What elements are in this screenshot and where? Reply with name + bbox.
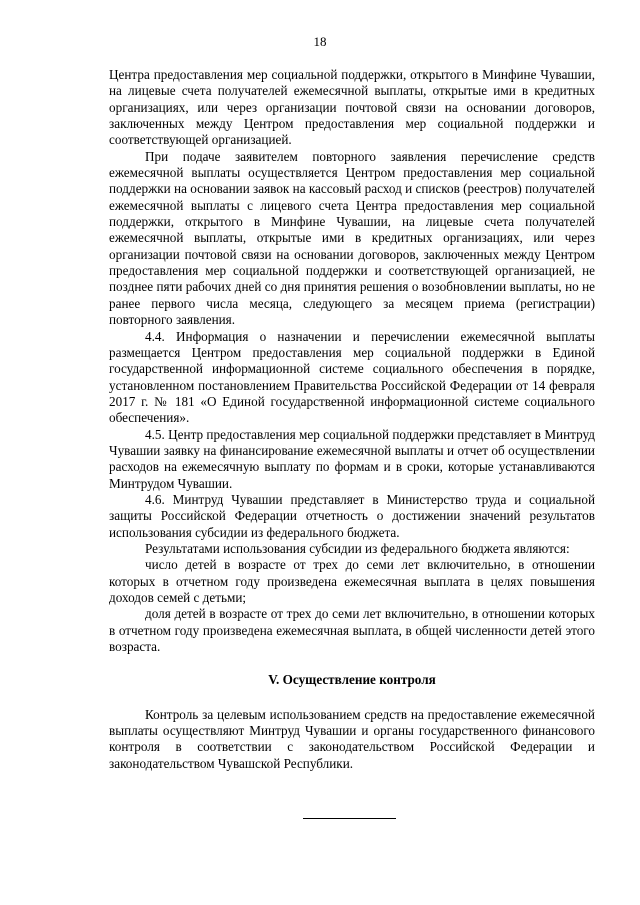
paragraph-4-5: 4.5. Центр предоставления мер социальной поддержки представляет в Минтруд Чувашии заявку на финансирование ежемесячной выплаты и отчет об осуществлении расходов на ежемесячную выплату по формам и в сроки, которые устанавливаются Минтрудом Чувашии. — [109, 426, 595, 491]
section-title-control: V. Осуществление контроля — [268, 672, 436, 688]
paragraph-repeat-application: При подаче заявителем повторного заявления перечисление средств ежемесячной выплаты осуществляется Центром предоставления мер социальной поддержки на основании заявок на кассовый расход и списков (реестров) получателей ежемесячной выплаты с лицевого счета Центра предоставления мер социальной поддержки, открытого в Минфине Чувашии, на лицевые счета получателей ежемесячной выплаты, открытые ими в кредитных организациях, или через организации почтовой связи на основании договоров, заключенных между Центром предоставления мер социальной поддержки и соответствующей организацией, не позднее пяти рабочих дней со дня принятия решения о возобновлении выплаты, но не ранее первого числа месяца, следующего за месяцем приема (регистрации) повторного заявления. — [109, 148, 595, 328]
paragraph-4-6: 4.6. Минтруд Чувашии представляет в Министерство труда и социальной защиты Российской Федерации отчетность о достижении значений результатов использования субсидии из федерального бюджета. — [109, 491, 595, 540]
paragraph-result-share: доля детей в возрасте от трех до семи лет включительно, в отношении которых в отчетном году произведена ежемесячная выплата, в общей численности детей этого возраста. — [109, 606, 595, 655]
paragraph-control: Контроль за целевым использованием средств на предоставление ежемесячной выплаты осуществляют Минтруд Чувашии и органы государственного финансового контроля в соответствии с законодательством Российской Федерации и законодательством Чувашской Республики. — [109, 706, 595, 771]
paragraph-4-4: 4.4. Информация о назначении и перечислении ежемесячной выплаты размещается Центром предоставления мер социальной поддержки в Единой государственной информационной системе социального обеспечения в порядке, установленном постановлением Правительства Российской Федерации от 14 февраля 2017 г. № 181 «О Единой государственной информационной системе социального обеспечения». — [109, 328, 595, 426]
page-number: 18 — [313, 34, 327, 49]
document-body — [109, 67, 595, 772]
footer-separator-line — [303, 818, 396, 819]
paragraph-result-count: число детей в возрасте от трех до семи лет включительно, в отношении которых в отчетном году произведена ежемесячная выплата в целях повышения доходов семей с детьми; — [109, 557, 595, 605]
paragraph-results-intro: Результатами использования субсидии из федерального бюджета являются: — [145, 540, 570, 556]
paragraph-continuation: Центра предоставления мер социальной поддержки, открытого в Минфине Чувашии, на лицевые счета получателей ежемесячной выплаты, открытые ими в кредитных организациях, или через организации почтовой связи на основании договоров, заключенных между Центром предоставления мер социальной поддержки и соответствующей организацией. — [109, 67, 595, 148]
